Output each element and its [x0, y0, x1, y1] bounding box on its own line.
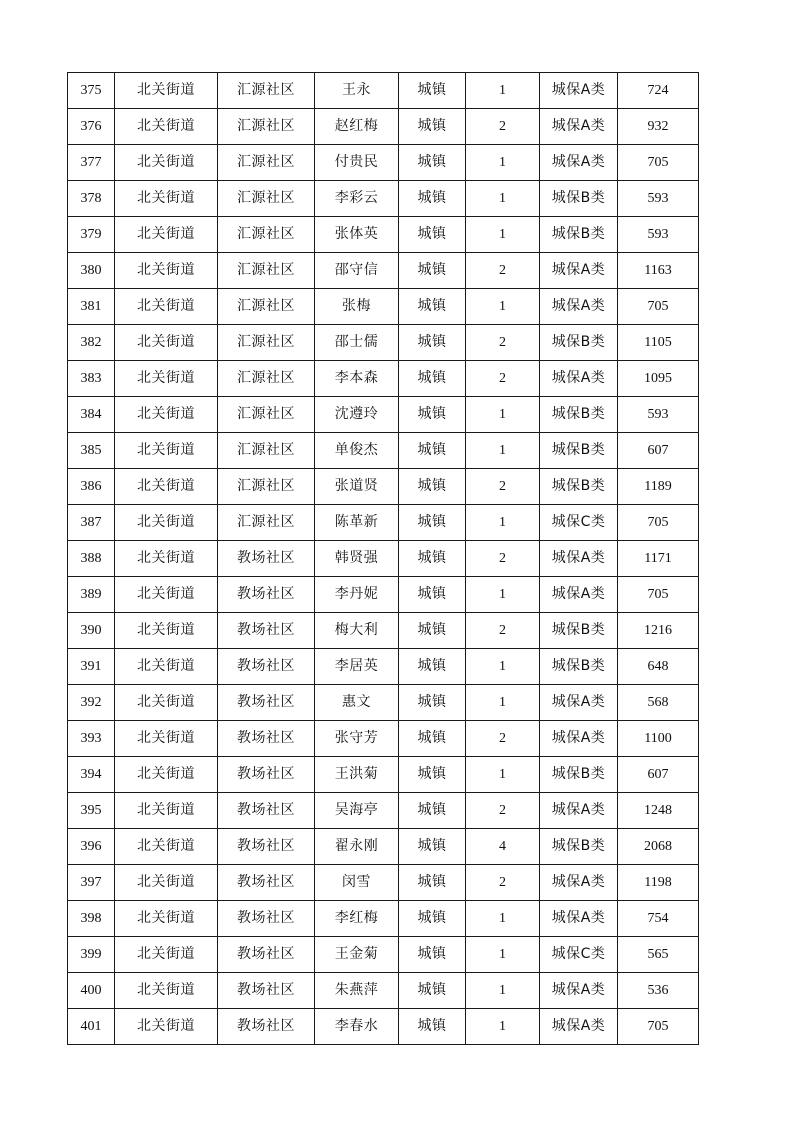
- area-type-cell: 城镇: [399, 649, 466, 685]
- household-size-cell: 1: [466, 181, 540, 217]
- household-size-cell: 1: [466, 937, 540, 973]
- amount-cell: 593: [618, 217, 699, 253]
- area-type-cell: 城镇: [399, 397, 466, 433]
- amount-cell: 1189: [618, 469, 699, 505]
- row-number-cell: 382: [68, 325, 115, 361]
- table-row: [68, 541, 699, 577]
- table-row: [68, 253, 699, 289]
- household-size-cell: 1: [466, 73, 540, 109]
- area-type-cell: 城镇: [399, 613, 466, 649]
- insurance-class-cell: 城保C类: [540, 937, 618, 973]
- insurance-class-cell: 城保B类: [540, 181, 618, 217]
- insurance-class-cell: 城保A类: [540, 541, 618, 577]
- amount-cell: 568: [618, 685, 699, 721]
- area-type-cell: 城镇: [399, 217, 466, 253]
- community-cell: 教场社区: [218, 937, 315, 973]
- community-cell: 汇源社区: [218, 289, 315, 325]
- roster-body: [68, 73, 699, 1045]
- street-cell: 北关街道: [115, 469, 218, 505]
- table-row: [68, 433, 699, 469]
- street-cell: 北关街道: [115, 217, 218, 253]
- area-type-cell: 城镇: [399, 901, 466, 937]
- area-type-cell: 城镇: [399, 109, 466, 145]
- household-size-cell: 2: [466, 541, 540, 577]
- area-type-cell: 城镇: [399, 793, 466, 829]
- household-size-cell: 1: [466, 685, 540, 721]
- street-cell: 北关街道: [115, 505, 218, 541]
- street-cell: 北关街道: [115, 1009, 218, 1045]
- row-number-cell: 392: [68, 685, 115, 721]
- table-row: [68, 649, 699, 685]
- amount-cell: 1216: [618, 613, 699, 649]
- name-cell: 翟永刚: [315, 829, 399, 865]
- name-cell: 张体英: [315, 217, 399, 253]
- amount-cell: 2068: [618, 829, 699, 865]
- amount-cell: 565: [618, 937, 699, 973]
- table-row: [68, 289, 699, 325]
- community-cell: 教场社区: [218, 613, 315, 649]
- roster-table: [67, 72, 699, 1045]
- community-cell: 教场社区: [218, 577, 315, 613]
- community-cell: 汇源社区: [218, 181, 315, 217]
- amount-cell: 754: [618, 901, 699, 937]
- street-cell: 北关街道: [115, 541, 218, 577]
- household-size-cell: 1: [466, 145, 540, 181]
- area-type-cell: 城镇: [399, 73, 466, 109]
- community-cell: 汇源社区: [218, 505, 315, 541]
- table-row: [68, 829, 699, 865]
- street-cell: 北关街道: [115, 901, 218, 937]
- row-number-cell: 375: [68, 73, 115, 109]
- row-number-cell: 377: [68, 145, 115, 181]
- insurance-class-cell: 城保B类: [540, 433, 618, 469]
- row-number-cell: 391: [68, 649, 115, 685]
- community-cell: 汇源社区: [218, 253, 315, 289]
- street-cell: 北关街道: [115, 577, 218, 613]
- household-size-cell: 1: [466, 217, 540, 253]
- street-cell: 北关街道: [115, 793, 218, 829]
- insurance-class-cell: 城保A类: [540, 145, 618, 181]
- amount-cell: 1163: [618, 253, 699, 289]
- insurance-class-cell: 城保B类: [540, 397, 618, 433]
- area-type-cell: 城镇: [399, 253, 466, 289]
- street-cell: 北关街道: [115, 433, 218, 469]
- insurance-class-cell: 城保A类: [540, 721, 618, 757]
- table-row: [68, 721, 699, 757]
- area-type-cell: 城镇: [399, 289, 466, 325]
- street-cell: 北关街道: [115, 253, 218, 289]
- insurance-class-cell: 城保B类: [540, 217, 618, 253]
- name-cell: 赵红梅: [315, 109, 399, 145]
- household-size-cell: 2: [466, 361, 540, 397]
- area-type-cell: 城镇: [399, 1009, 466, 1045]
- area-type-cell: 城镇: [399, 325, 466, 361]
- name-cell: 邵守信: [315, 253, 399, 289]
- name-cell: 李居英: [315, 649, 399, 685]
- row-number-cell: 376: [68, 109, 115, 145]
- community-cell: 教场社区: [218, 721, 315, 757]
- household-size-cell: 4: [466, 829, 540, 865]
- community-cell: 教场社区: [218, 541, 315, 577]
- household-size-cell: 1: [466, 433, 540, 469]
- name-cell: 张守芳: [315, 721, 399, 757]
- street-cell: 北关街道: [115, 973, 218, 1009]
- row-number-cell: 379: [68, 217, 115, 253]
- name-cell: 梅大利: [315, 613, 399, 649]
- name-cell: 惠文: [315, 685, 399, 721]
- insurance-class-cell: 城保A类: [540, 901, 618, 937]
- name-cell: 李红梅: [315, 901, 399, 937]
- area-type-cell: 城镇: [399, 721, 466, 757]
- name-cell: 李本森: [315, 361, 399, 397]
- area-type-cell: 城镇: [399, 181, 466, 217]
- insurance-class-cell: 城保A类: [540, 253, 618, 289]
- insurance-class-cell: 城保A类: [540, 109, 618, 145]
- row-number-cell: 381: [68, 289, 115, 325]
- name-cell: 王永: [315, 73, 399, 109]
- row-number-cell: 384: [68, 397, 115, 433]
- table-row: [68, 901, 699, 937]
- street-cell: 北关街道: [115, 649, 218, 685]
- household-size-cell: 1: [466, 757, 540, 793]
- amount-cell: 705: [618, 505, 699, 541]
- street-cell: 北关街道: [115, 73, 218, 109]
- table-row: [68, 793, 699, 829]
- community-cell: 汇源社区: [218, 433, 315, 469]
- name-cell: 朱燕萍: [315, 973, 399, 1009]
- row-number-cell: 398: [68, 901, 115, 937]
- insurance-class-cell: 城保C类: [540, 505, 618, 541]
- insurance-class-cell: 城保A类: [540, 361, 618, 397]
- name-cell: 张道贤: [315, 469, 399, 505]
- row-number-cell: 399: [68, 937, 115, 973]
- community-cell: 教场社区: [218, 1009, 315, 1045]
- name-cell: 王洪菊: [315, 757, 399, 793]
- household-size-cell: 1: [466, 397, 540, 433]
- table-row: [68, 217, 699, 253]
- community-cell: 教场社区: [218, 685, 315, 721]
- insurance-class-cell: 城保A类: [540, 865, 618, 901]
- amount-cell: 536: [618, 973, 699, 1009]
- row-number-cell: 385: [68, 433, 115, 469]
- name-cell: 闵雪: [315, 865, 399, 901]
- amount-cell: 705: [618, 289, 699, 325]
- name-cell: 陈革新: [315, 505, 399, 541]
- insurance-class-cell: 城保B类: [540, 613, 618, 649]
- area-type-cell: 城镇: [399, 505, 466, 541]
- insurance-class-cell: 城保B类: [540, 829, 618, 865]
- community-cell: 教场社区: [218, 865, 315, 901]
- street-cell: 北关街道: [115, 937, 218, 973]
- table-row: [68, 469, 699, 505]
- street-cell: 北关街道: [115, 145, 218, 181]
- area-type-cell: 城镇: [399, 433, 466, 469]
- amount-cell: 593: [618, 181, 699, 217]
- household-size-cell: 2: [466, 721, 540, 757]
- household-size-cell: 1: [466, 649, 540, 685]
- row-number-cell: 397: [68, 865, 115, 901]
- table-row: [68, 109, 699, 145]
- street-cell: 北关街道: [115, 397, 218, 433]
- household-size-cell: 1: [466, 1009, 540, 1045]
- insurance-class-cell: 城保A类: [540, 73, 618, 109]
- amount-cell: 607: [618, 757, 699, 793]
- amount-cell: 705: [618, 577, 699, 613]
- table-row: [68, 613, 699, 649]
- row-number-cell: 393: [68, 721, 115, 757]
- community-cell: 教场社区: [218, 973, 315, 1009]
- area-type-cell: 城镇: [399, 685, 466, 721]
- area-type-cell: 城镇: [399, 757, 466, 793]
- table-row: [68, 325, 699, 361]
- table-row: [68, 973, 699, 1009]
- household-size-cell: 2: [466, 469, 540, 505]
- amount-cell: 1171: [618, 541, 699, 577]
- amount-cell: 1198: [618, 865, 699, 901]
- household-size-cell: 2: [466, 325, 540, 361]
- amount-cell: 1248: [618, 793, 699, 829]
- amount-cell: 724: [618, 73, 699, 109]
- name-cell: 李彩云: [315, 181, 399, 217]
- table-row: [68, 361, 699, 397]
- household-size-cell: 2: [466, 613, 540, 649]
- table-row: [68, 757, 699, 793]
- amount-cell: 607: [618, 433, 699, 469]
- street-cell: 北关街道: [115, 865, 218, 901]
- insurance-class-cell: 城保A类: [540, 685, 618, 721]
- name-cell: 李丹妮: [315, 577, 399, 613]
- street-cell: 北关街道: [115, 109, 218, 145]
- household-size-cell: 2: [466, 865, 540, 901]
- household-size-cell: 1: [466, 289, 540, 325]
- community-cell: 汇源社区: [218, 217, 315, 253]
- community-cell: 汇源社区: [218, 469, 315, 505]
- table-row: [68, 937, 699, 973]
- row-number-cell: 389: [68, 577, 115, 613]
- area-type-cell: 城镇: [399, 937, 466, 973]
- community-cell: 教场社区: [218, 901, 315, 937]
- name-cell: 邵士儒: [315, 325, 399, 361]
- row-number-cell: 396: [68, 829, 115, 865]
- name-cell: 张梅: [315, 289, 399, 325]
- amount-cell: 1100: [618, 721, 699, 757]
- area-type-cell: 城镇: [399, 361, 466, 397]
- amount-cell: 593: [618, 397, 699, 433]
- amount-cell: 705: [618, 145, 699, 181]
- street-cell: 北关街道: [115, 289, 218, 325]
- row-number-cell: 390: [68, 613, 115, 649]
- name-cell: 沈遵玲: [315, 397, 399, 433]
- row-number-cell: 388: [68, 541, 115, 577]
- community-cell: 汇源社区: [218, 109, 315, 145]
- row-number-cell: 386: [68, 469, 115, 505]
- name-cell: 韩贤强: [315, 541, 399, 577]
- insurance-class-cell: 城保A类: [540, 577, 618, 613]
- community-cell: 教场社区: [218, 649, 315, 685]
- area-type-cell: 城镇: [399, 541, 466, 577]
- household-size-cell: 1: [466, 505, 540, 541]
- table-row: [68, 577, 699, 613]
- insurance-class-cell: 城保A类: [540, 1009, 618, 1045]
- amount-cell: 1095: [618, 361, 699, 397]
- name-cell: 李春水: [315, 1009, 399, 1045]
- street-cell: 北关街道: [115, 685, 218, 721]
- table-row: [68, 181, 699, 217]
- street-cell: 北关街道: [115, 325, 218, 361]
- area-type-cell: 城镇: [399, 469, 466, 505]
- community-cell: 教场社区: [218, 757, 315, 793]
- insurance-class-cell: 城保A类: [540, 793, 618, 829]
- table-row: [68, 145, 699, 181]
- community-cell: 教场社区: [218, 829, 315, 865]
- area-type-cell: 城镇: [399, 145, 466, 181]
- table-row: [68, 505, 699, 541]
- table-row: [68, 73, 699, 109]
- area-type-cell: 城镇: [399, 973, 466, 1009]
- name-cell: 单俊杰: [315, 433, 399, 469]
- amount-cell: 932: [618, 109, 699, 145]
- amount-cell: 1105: [618, 325, 699, 361]
- insurance-class-cell: 城保B类: [540, 325, 618, 361]
- household-size-cell: 1: [466, 973, 540, 1009]
- amount-cell: 705: [618, 1009, 699, 1045]
- insurance-class-cell: 城保A类: [540, 973, 618, 1009]
- area-type-cell: 城镇: [399, 829, 466, 865]
- name-cell: 王金菊: [315, 937, 399, 973]
- table-row: [68, 1009, 699, 1045]
- community-cell: 汇源社区: [218, 145, 315, 181]
- row-number-cell: 387: [68, 505, 115, 541]
- street-cell: 北关街道: [115, 613, 218, 649]
- community-cell: 汇源社区: [218, 325, 315, 361]
- insurance-class-cell: 城保B类: [540, 757, 618, 793]
- table-row: [68, 865, 699, 901]
- table-row: [68, 397, 699, 433]
- name-cell: 付贵民: [315, 145, 399, 181]
- street-cell: 北关街道: [115, 829, 218, 865]
- name-cell: 吴海亭: [315, 793, 399, 829]
- row-number-cell: 383: [68, 361, 115, 397]
- roster-sheet: [67, 72, 698, 1045]
- insurance-class-cell: 城保B类: [540, 649, 618, 685]
- household-size-cell: 2: [466, 109, 540, 145]
- household-size-cell: 2: [466, 793, 540, 829]
- household-size-cell: 1: [466, 577, 540, 613]
- street-cell: 北关街道: [115, 361, 218, 397]
- area-type-cell: 城镇: [399, 577, 466, 613]
- household-size-cell: 2: [466, 253, 540, 289]
- row-number-cell: 378: [68, 181, 115, 217]
- row-number-cell: 400: [68, 973, 115, 1009]
- insurance-class-cell: 城保B类: [540, 469, 618, 505]
- amount-cell: 648: [618, 649, 699, 685]
- row-number-cell: 395: [68, 793, 115, 829]
- community-cell: 教场社区: [218, 793, 315, 829]
- household-size-cell: 1: [466, 901, 540, 937]
- community-cell: 汇源社区: [218, 73, 315, 109]
- row-number-cell: 401: [68, 1009, 115, 1045]
- community-cell: 汇源社区: [218, 397, 315, 433]
- street-cell: 北关街道: [115, 757, 218, 793]
- street-cell: 北关街道: [115, 181, 218, 217]
- insurance-class-cell: 城保A类: [540, 289, 618, 325]
- community-cell: 汇源社区: [218, 361, 315, 397]
- street-cell: 北关街道: [115, 721, 218, 757]
- row-number-cell: 394: [68, 757, 115, 793]
- row-number-cell: 380: [68, 253, 115, 289]
- area-type-cell: 城镇: [399, 865, 466, 901]
- table-row: [68, 685, 699, 721]
